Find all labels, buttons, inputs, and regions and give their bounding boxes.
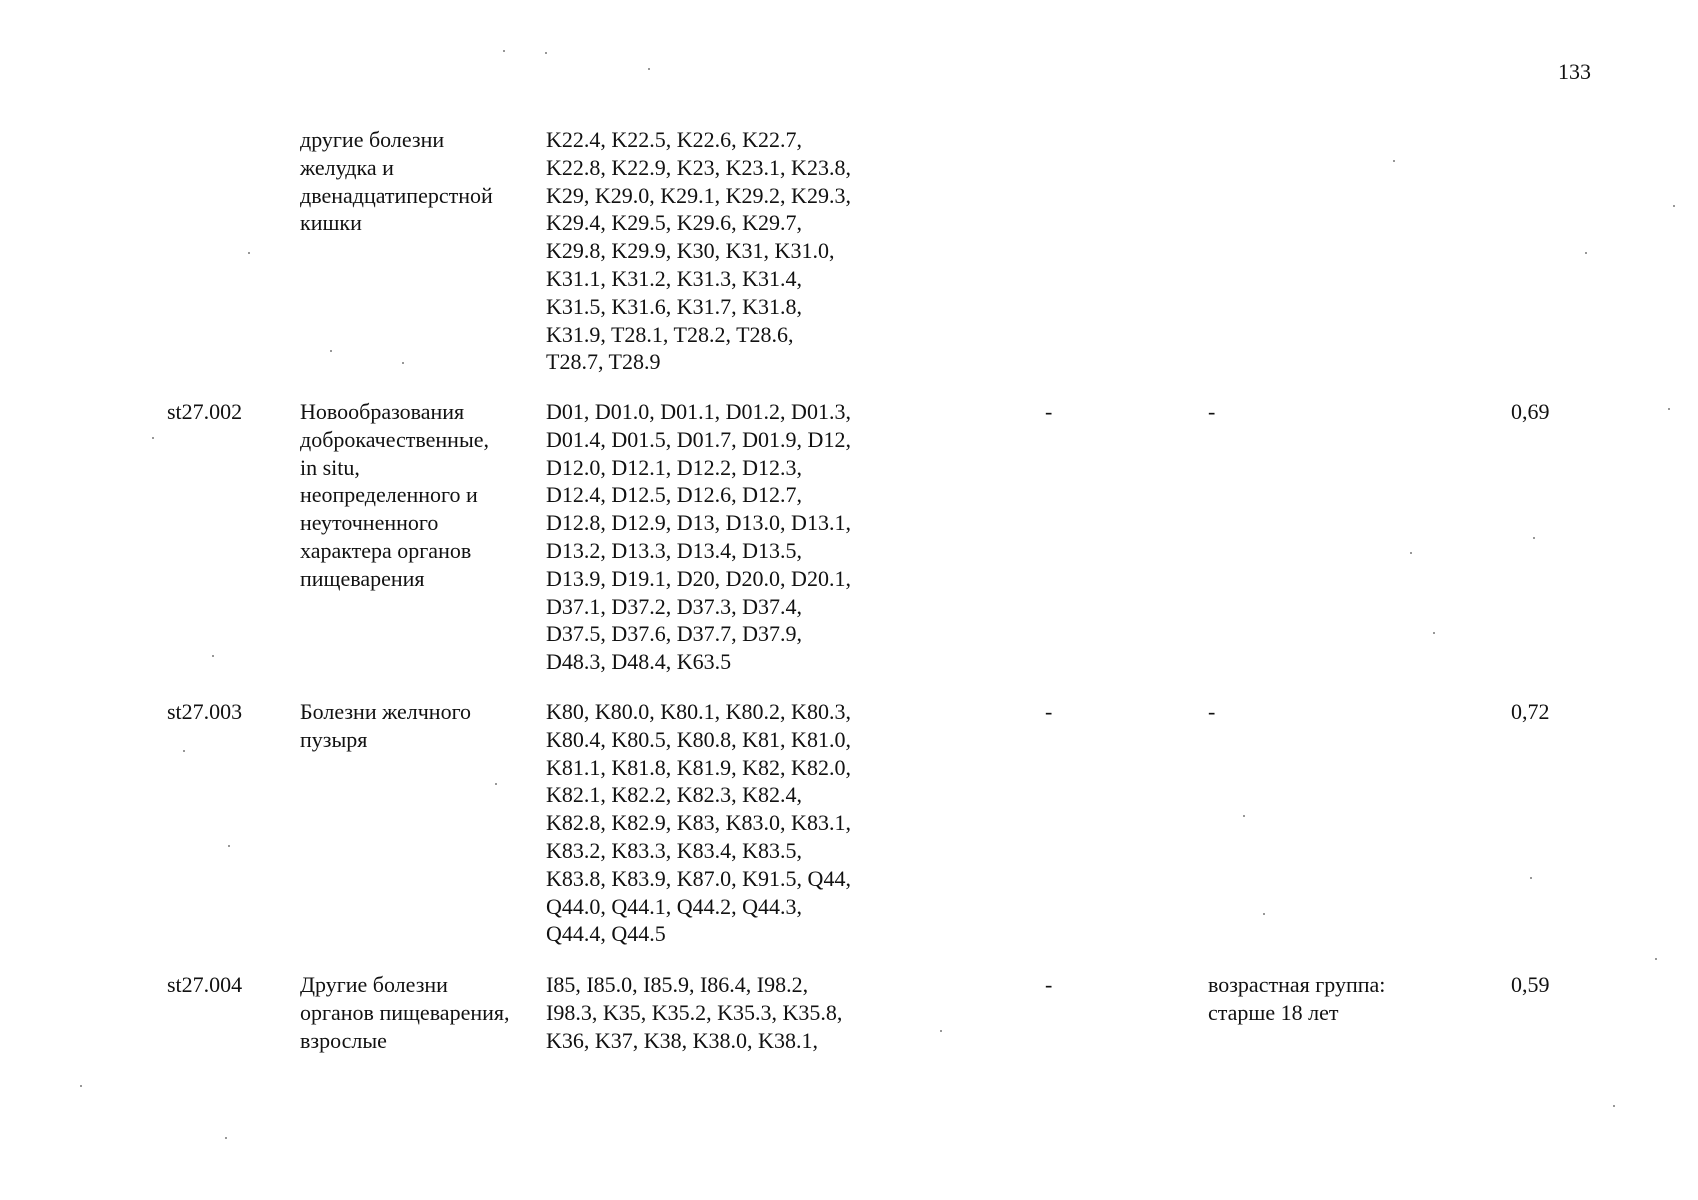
coefficient-cell: 0,72	[1511, 699, 1550, 724]
ksg-code-cell: st27.003	[167, 699, 243, 724]
extra-criterion-cell: -	[1045, 972, 1053, 997]
page-number: 133	[1558, 59, 1591, 84]
ksg-name-cell: Болезни желчного пузыря	[300, 699, 472, 752]
extra-criterion-cell: -	[1045, 399, 1053, 424]
ksg-name-cell: другие болезни желудка и двенадцатиперстной кишки	[300, 127, 493, 236]
icd-codes-cell: K22.4, K22.5, K22.6, K22.7, K22.8, K22.9, K23, K23.1, K23.8, K29, K29.0, K29.1, K29.2, K29.3, K29.4, K29.5, K29.6, K29.7, K29.8, K29.9, K30, K31, K31.0, K31.1, K31.2, K31.3, K31.4, K31.5, K31.6, K31.7, K31.8, K31.9, T28.1, T28.2, T28.6, T28.7, T28.9	[546, 127, 851, 375]
icd-codes-cell: I85, I85.0, I85.9, I86.4, I98.2, I98.3, K35, K35.2, K35.3, K35.8, K36, K37, K38, K38.0, K38.1,	[546, 972, 843, 1053]
coefficient-cell: 0,69	[1511, 399, 1550, 424]
age-criterion-cell: возрастная группа: старше 18 лет	[1208, 972, 1386, 1025]
ksg-name-cell: Новообразования доброкачественные, in situ, неопределенного и неуточненного характера органов пищеварения	[300, 399, 489, 591]
ksg-code-cell: st27.004	[167, 972, 243, 997]
icd-codes-cell: K80, K80.0, K80.1, K80.2, K80.3, K80.4, K80.5, K80.8, K81, K81.0, K81.1, K81.8, K81.9, K82, K82.0, K82.1, K82.2, K82.3, K82.4, K82.8, K82.9, K83, K83.0, K83.1, K83.2, K83.3, K83.4, K83.5, K83.8, K83.9, K87.0, K91.5, Q44, Q44.0, Q44.1, Q44.2, Q44.3, Q44.4, Q44.5	[546, 699, 851, 947]
ksg-code-cell: st27.002	[167, 399, 243, 424]
age-criterion-cell: -	[1208, 699, 1216, 724]
ksg-name-cell: Другие болезни органов пищеварения, взрослые	[300, 972, 510, 1053]
icd-codes-cell: D01, D01.0, D01.1, D01.2, D01.3, D01.4, D01.5, D01.7, D01.9, D12, D12.0, D12.1, D12.2, D12.3, D12.4, D12.5, D12.6, D12.7, D12.8, D12.9, D13, D13.0, D13.1, D13.2, D13.3, D13.4, D13.5, D13.9, D19.1, D20, D20.0, D20.1, D37.1, D37.2, D37.3, D37.4, D37.5, D37.6, D37.7, D37.9, D48.3, D48.4, K63.5	[546, 399, 851, 675]
extra-criterion-cell: -	[1045, 699, 1053, 724]
age-criterion-cell: -	[1208, 399, 1216, 424]
coefficient-cell: 0,59	[1511, 972, 1550, 997]
